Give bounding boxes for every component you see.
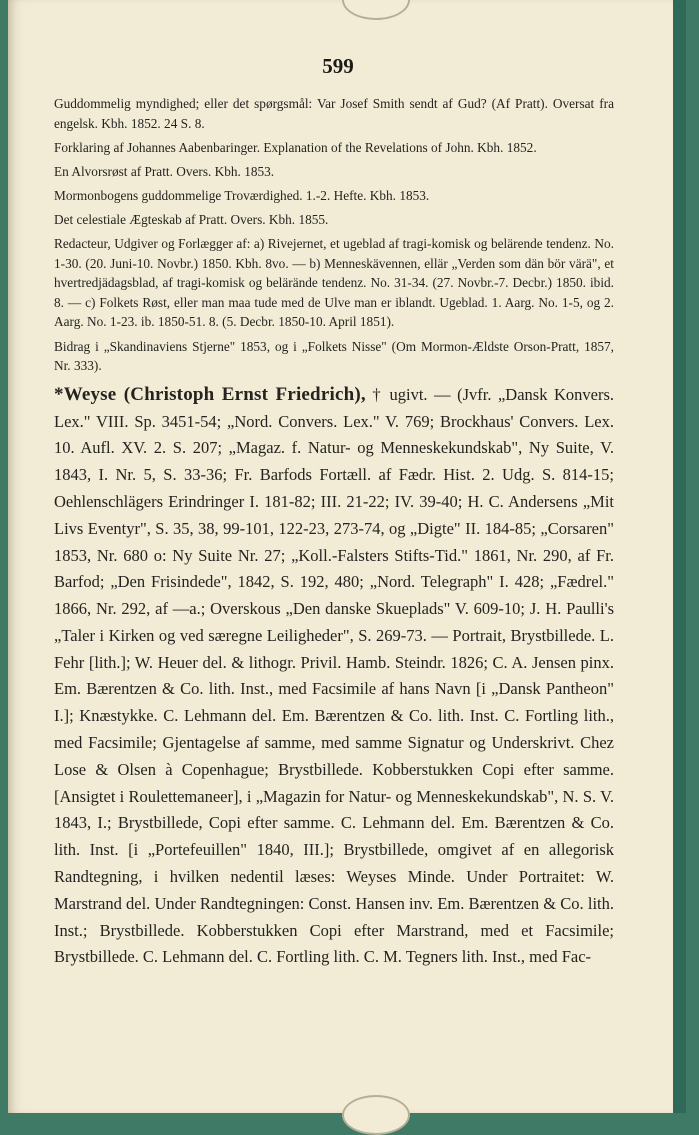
binding-edge [673,0,686,1113]
page-notch-bottom [342,1095,410,1135]
reference-redacteur: Redacteur, Udgiver og Forlægger af: a) Rivejernet, et ugeblad af tragi-komisk og belärende tendenz. No. 1-30. (20. Juni-10. Novbr.) 1850. Kbh. 8vo. — b) Menneskävennen, ellär „Verden som dän bör värä", et hvertredjädagsblad, af tragi-komisk og belärände tendenz. No. 31-34. (27. Novbr.-7. Decbr.) 1850. ibid. 8. — c) Folkets Røst, eller man maa tude med de Ulve man er iblandt. Ugeblad. 1. Aarg. No. 1-5, og 2. Aarg. No. 1-23. ib. 1850-51. 8. (5. Decbr. 1850-10. April 1851). [54,236,614,330]
entry-text: † ugivt. — (Jvfr. „Dansk Konvers. Lex." VIII. Sp. 3451-54; „Nord. Convers. Lex." V. 769; Brockhaus' Convers. Lex. 10. Aufl. XV. 2. S. 207; „Magaz. f. Natur- og Menneskekundskab", Ny Suite, V. 1843, I. Nr. 5, S. 33-36; Fr. Barfods Fortæll. af Fædr. Hist. 2. Udg. S. 814-15; Oehlenschlägers Erindringer I. 181-82; III. 21-22; IV. 39-40; H. C. Andersens „Mit Livs Eventyr", S. 35, 38, 99-101, 122-23, 273-74, og „Digte" II. 184-85; „Corsaren" 1853, Nr. 680 o: Ny Suite Nr. 27; „Koll.-Falsters Stifts-Tid." 1861, Nr. 290, af Fr. Barfod; „Den Frisindede", 1842, S. 192, 480; „Nord. Telegraph" I. 428; „Fædrel." 1866, Nr. 292, af —a.; Overskous „Den danske Skueplads" V. 609-10; J. H. Paulli's „Taler i Kirken og ved særegne Leiligheder", S. 269-73. — Portrait, Brystbillede. L. Fehr [lith.]; W. Heuer del. & lithogr. Privil. Hamb. Steindr. 1826; C. A. Jensen pinx. Em. Bærentzen & Co. lith. Inst., med Facsimile af hans Navn [i „Dansk Pantheon" I.]; Knæstykke. C. Lehmann del. Em. Bærentzen & Co. lith. Inst. C. Fortling lith., med Facsimile; Gjentagelse af samme, med samme Signatur og Underskrivt. Chez Lose & Olsen à Copenhague; Brystbillede. Kobberstukken Copi efter samme. [Ansigtet i Roulettemaneer], i „Magazin for Natur- og Menneskekundskab", N. S. V. 1843, I.; Brystbillede, Copi efter samme. C. Lehmann del. Em. Bærentzen & Co. lith. Inst. [i „Portefeuillen" 1840, III.]; Brystbillede, omgivet af en allegorisk Randtegning, i hvilken nedentil læses: Weyses Minde. Under Portraitet: W. Marstrand del. Under Randtegningen: Const. Hansen inv. Em. Bærentzen & Co. lith. Inst.; Brystbillede. Kobberstukken Copi efter Marstrand, med et Facsimile; Brystbillede. C. Lehmann del. C. Fortling lith. C. M. Tegners lith. Inst., med Fac- [54,384,614,967]
reference-mormonbogens: Mormonbogens guddommelige Troværdighed. 1.-2. Hefte. Kbh. 1853. [54,187,430,203]
reference-forklaring: Forklaring af Johannes Aabenbaringer. Explanation of the Revelations of John. Kbh. 1852. [54,139,537,155]
biography-entry [54,382,614,972]
reference-celestiale: Det celestiale Ægteskab af Pratt. Overs. Kbh. 1855. [54,211,329,227]
page-number: 599 [322,54,354,78]
reference-guddommelig-myndighed: Guddommelig myndighed; eller det spørgsmål: Var Josef Smith sendt af Gud? (Af Pratt). Oversat fra engelsk. Kbh. 1852. 24 S. 8. [54,96,614,131]
page-notch-top [342,0,410,20]
book-page [8,0,686,1113]
reference-bidrag: Bidrag i „Skandinaviens Stjerne" 1853, og i „Folkets Nisse" (Om Mormon-Ældste Orson-Pratt, 1857, Nr. 333). [54,338,614,374]
reference-alvorsrost: En Alvorsrøst af Pratt. Overs. Kbh. 1853. [54,163,275,179]
page-content [54,94,614,988]
entry-headword: *Weyse (Christoph Ernst Friedrich), [54,383,366,405]
